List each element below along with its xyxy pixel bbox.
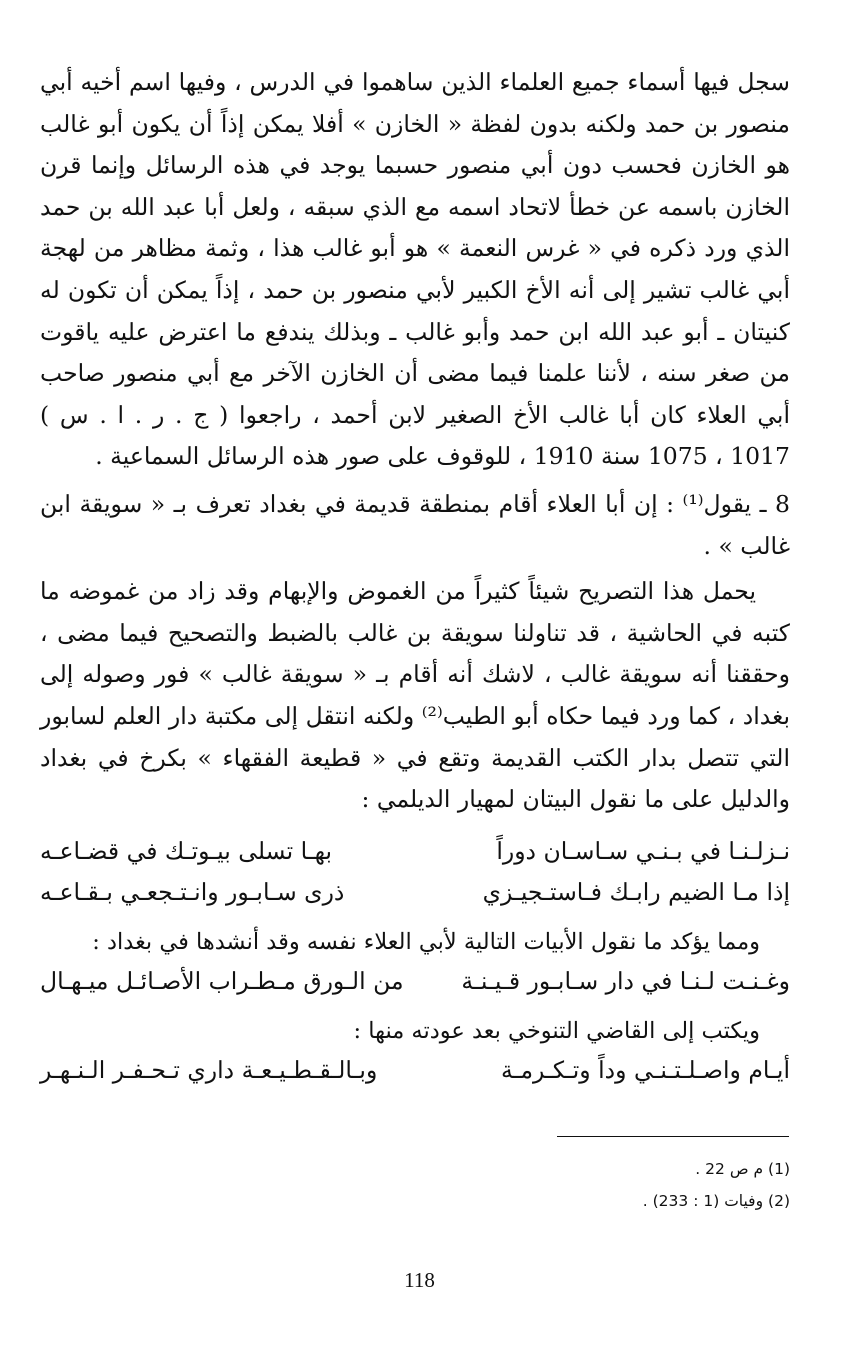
verse-second-hemistich: من الـورق مـطـراب الأصـائـل ميـهـال xyxy=(40,966,404,995)
verse-line xyxy=(40,831,790,872)
verse-first-hemistich: أيـام واصـلـتـنـي وداً وتـكـرمـة xyxy=(500,1055,790,1084)
paragraph-1: سجل فيها أسماء جميع العلماء الذين ساهموا في الدرس ، وفيها اسم أخيه أبي منصور بن حمد ولكنه بدون لفظة « الخازن » أفلا يمكن إذاً أن يكون أبو غالب هو الخازن فحسب دون أبي منصور حسبما يوجد في هذه الرسائل وإنما قرن الخازن باسمه عن خطأ لاتحاد اسمه مع الذي سبقه ، ولعل أبا عبد الله بن حمد الذي ورد ذكره في « غرس النعمة » هو أبو غالب هذا ، وثمة مظاهر من لهجة أبي غالب تشير إلى أنه الأخ الكبير لأبي منصور بن حمد ، إذاً يمكن أن تكون له كنيتان ـ أبو عبد الله ابن حمد وأبو غالب ـ وبذلك يندفع ما اعترض عليه ياقوت من صغر سنه ، لأننا علمنا فيما مضى أن الخازن الآخر مع أبي منصور صاحب أبي العلاء كان أبا غالب الأخ الصغير لابن أحمد ، راجعوا ( ج . ر . ا . س ) 1017 ، 1075 سنة 1910 ، للوقوف على صور هذه الرسائل السماعية . xyxy=(40,68,790,471)
page-number: 118 xyxy=(404,1268,435,1292)
footnote-divider xyxy=(557,1136,789,1137)
verse-line xyxy=(40,872,790,913)
verse-second-hemistich: ذرى سـابـور وانـتـجعـي بـقـاعـه xyxy=(40,877,345,906)
footnote-2: (2) وفيات (1 : 233) . xyxy=(642,1192,790,1210)
page-body xyxy=(40,62,790,1091)
poem-2-intro: ومما يؤكد ما نقول الأبيات التالية لأبي العلاء نفسه وقد أنشدها في بغداد : xyxy=(92,928,760,955)
poem-1 xyxy=(40,831,790,913)
paragraph-3: يحمل هذا التصريح شيئاً كثيراً من الغموض والإبهام وقد زاد من غموضه ما كتبه في الحاشية ، قد تناولنا سويقة بن غالب بالضبط والتصحيح فيما مضى ، وحققنا أنه سويقة غالب ، لاشك أنه أقام بـ « سويقة غالب » فور وصوله إلى بغداد ، كما ورد فيما حكاه أبو الطيب⁽²⁾ ولكنه انتقل إلى مكتبة دار العلم لسابور التي تتصل بدار الكتب القديمة وتقع في « قطيعة الفقهاء » بكرخ في بغداد والدليل على ما نقول البيتان لمهيار الديلمي : xyxy=(40,577,791,814)
footnotes xyxy=(440,1153,790,1217)
verse-first-hemistich: إذا مـا الضيم رابـك فـاستـجيـزي xyxy=(482,877,790,906)
poem-3-intro: ويكتب إلى القاضي التنوخي بعد عودته منها : xyxy=(353,1017,760,1044)
verse-line xyxy=(40,1050,790,1091)
verse-first-hemistich: نـزلـنـا في بـنـي سـاسـان دوراً xyxy=(496,836,790,865)
verse-second-hemistich: وبـالـقـطـيـعـة داري تـحـفـر الـنـهـر xyxy=(40,1055,378,1084)
verse-line xyxy=(40,961,790,1002)
paragraph-2: 8 ـ يقول⁽¹⁾ : إن أبا العلاء أقام بمنطقة قديمة في بغداد تعرف بـ « سويقة ابن غالب » . xyxy=(40,489,790,560)
footnote-1: (1) م ص 22 . xyxy=(695,1160,790,1178)
verse-second-hemistich: بهـا تسلى بيـوتـك في قضـاعـه xyxy=(40,836,333,865)
verse-first-hemistich: وغـنـت لـنـا في دار سـابـور قـيـنـة xyxy=(461,966,790,995)
